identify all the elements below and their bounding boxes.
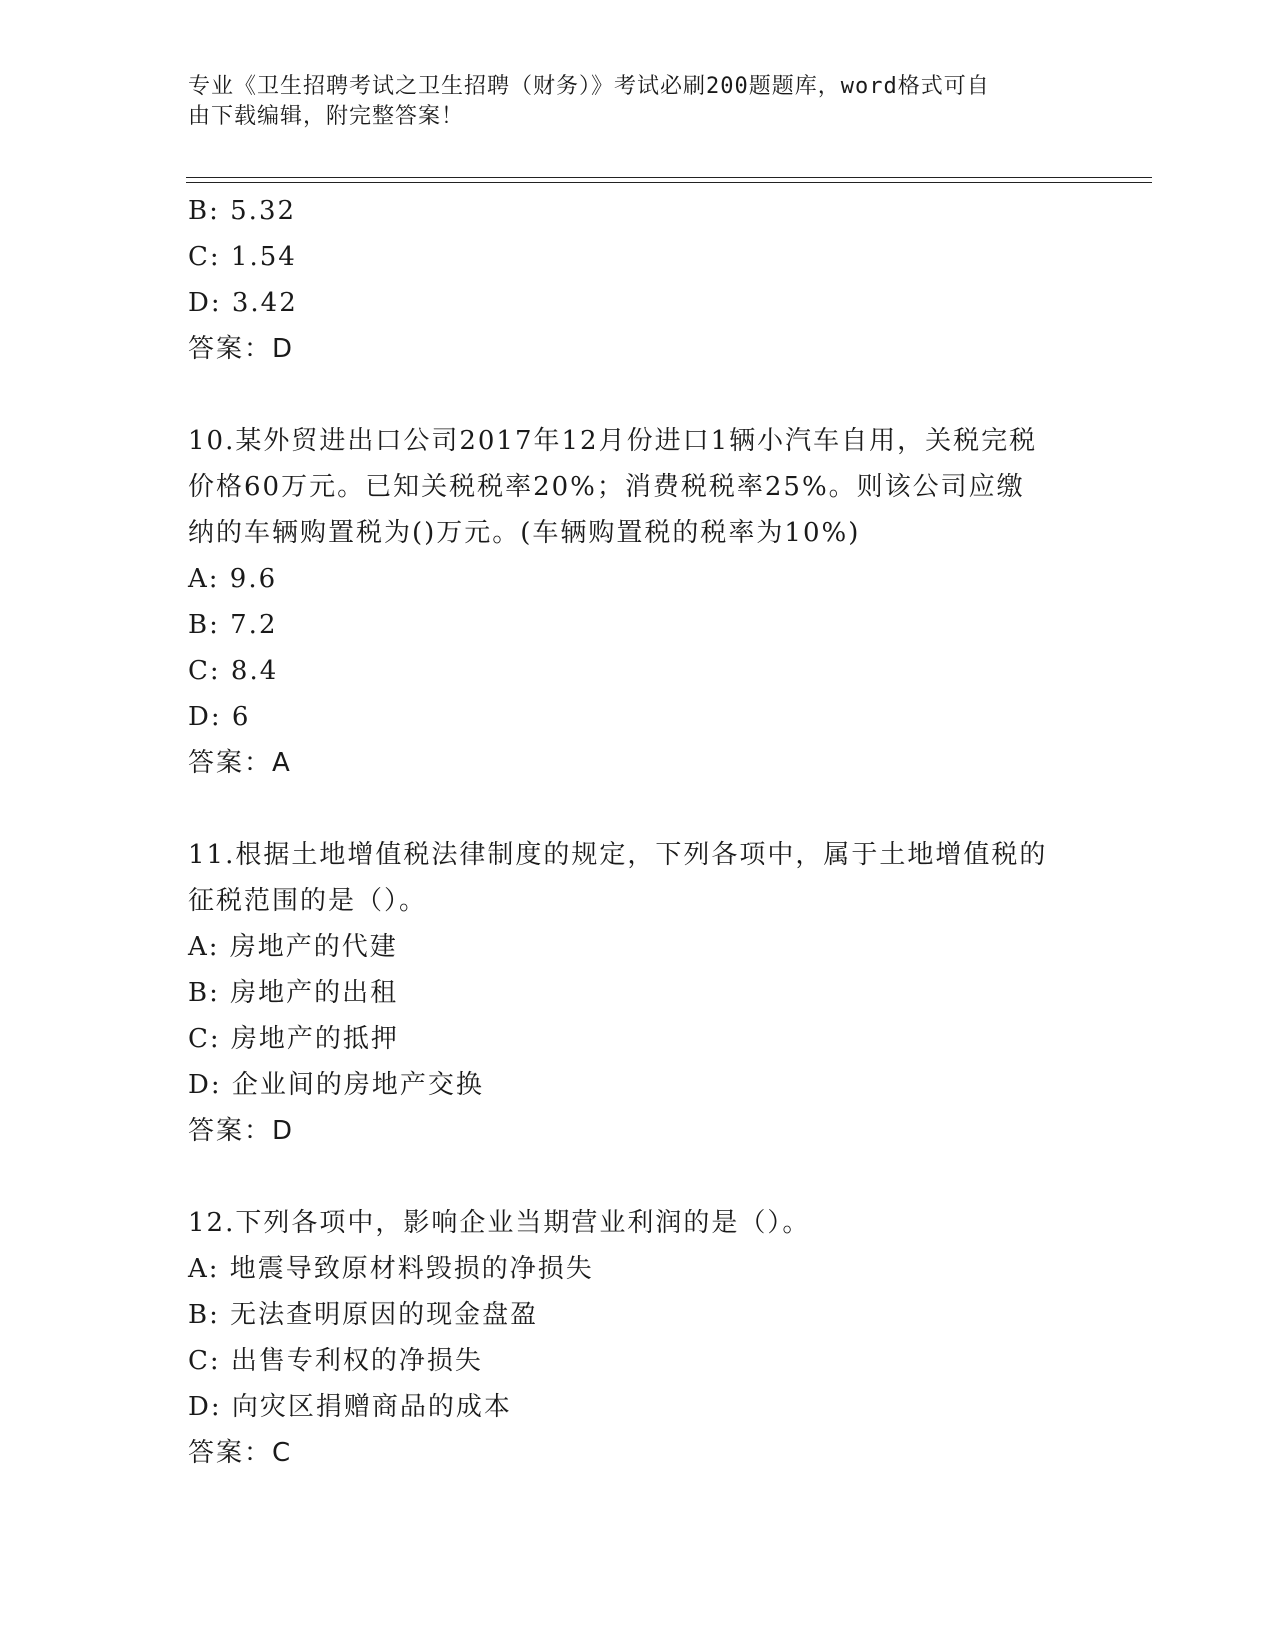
header-line-1: 专业《卫生招聘考试之卫生招聘（财务）》考试必刷200题题库，word格式可自 [188,74,990,99]
question-text-line: 纳的车辆购置税为()万元。(车辆购置税的税率为10%) [188,518,861,548]
question-list [188,188,1088,1476]
spacer [188,786,1088,832]
option-a: A: 地震导致原材料毁损的净损失 [188,1254,594,1284]
option-c: C: 出售专利权的净损失 [188,1346,483,1376]
question-text-line: 价格60万元。已知关税税率20%；消费税税率25%。则该公司应缴 [188,472,1025,502]
question-text-line: 10.某外贸进出口公司2017年12月份进口1辆小汽车自用，关税完税 [188,426,1038,456]
spacer [188,1154,1088,1200]
document-header [188,72,1088,132]
option-c: C: 1.54 [188,242,297,272]
option-b: B: 5.32 [188,196,297,226]
question-text-line: 11.根据土地增值税法律制度的规定，下列各项中，属于土地增值税的 [188,840,1048,870]
question-text-line: 征税范围的是（）。 [188,886,428,916]
question-12 [188,1200,1088,1476]
answer-label: 答案：A [188,748,292,778]
question-11 [188,832,1088,1154]
option-c: C: 房地产的抵押 [188,1024,399,1054]
answer-label: 答案：C [188,1438,293,1468]
header-line-2: 由下载编辑，附完整答案！ [188,104,465,129]
question-9-continued [188,188,1088,372]
option-b: B: 房地产的出租 [188,978,399,1008]
answer-label: 答案：D [188,334,295,364]
option-b: B: 无法查明原因的现金盘盈 [188,1300,539,1330]
question-text-line: 12.下列各项中，影响企业当期营业利润的是（）。 [188,1208,811,1238]
option-c: C: 8.4 [188,656,279,686]
spacer [188,372,1088,418]
option-d: D: 向灾区捐赠商品的成本 [188,1392,512,1422]
option-d: D: 3.42 [188,288,298,318]
option-a: A: 9.6 [188,564,278,594]
header-divider-top [186,177,1152,178]
option-d: D: 6 [188,702,251,732]
option-b: B: 7.2 [188,610,278,640]
option-d: D: 企业间的房地产交换 [188,1070,484,1100]
answer-label: 答案：D [188,1116,295,1146]
option-a: A: 房地产的代建 [188,932,398,962]
question-10 [188,418,1088,786]
header-divider-bottom [186,182,1152,183]
